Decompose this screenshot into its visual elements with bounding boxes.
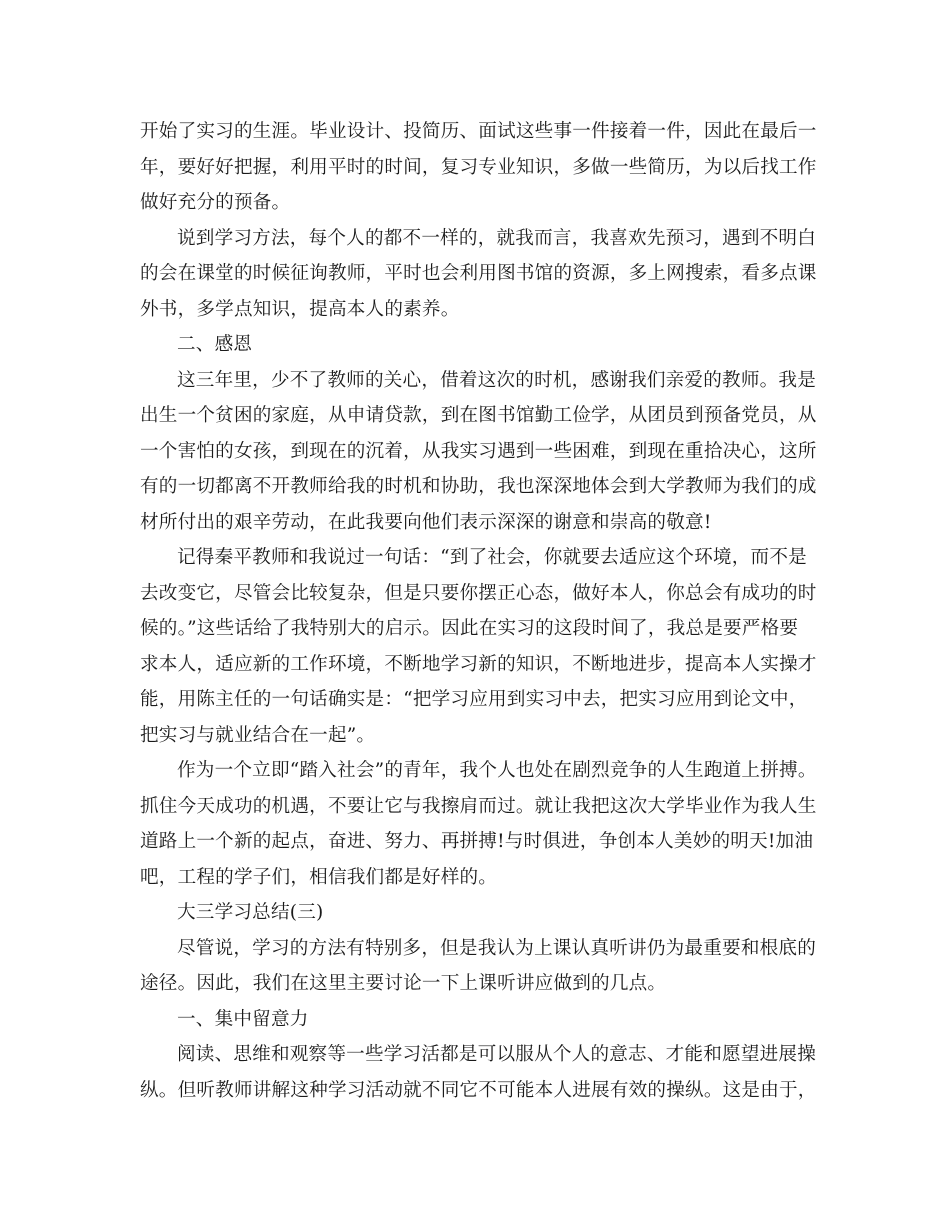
text-line: 纵。但听教师讲解这种学习活动就不同它不可能本人进展有效的操纵。这是由于，: [140, 1079, 817, 1101]
text-line: 抓住今天成功的机遇，不要让它与我擦肩而过。就让我把这次大学毕业作为我人生: [140, 795, 817, 817]
text-line: 一个害怕的女孩，到现在的沉着，从我实习遇到一些困难，到现在重拾决心，这所: [140, 440, 817, 462]
text-line: 做好充分的预备。: [140, 192, 291, 213]
text-line: 有的一切都离不开教师给我的时机和协助，我也深深地体会到大学教师为我们的成: [140, 476, 817, 497]
text-line: 候的。”这些话给了我特别大的启示。因此在实习的这段时间了，我总是要严格要: [140, 618, 799, 639]
text-line: 一、集中留意力: [177, 1008, 309, 1030]
text-line: 道路上一个新的起点，奋进、努力、再拼搏!与时俱进，争创本人美妙的明天!加油: [140, 831, 814, 852]
text-line: 作为一个立即“踏入社会”的青年，我个人也处在剧烈竞争的人生跑道上拼搏。: [177, 760, 817, 781]
document-body: [140, 114, 820, 1108]
text-line: 阅读、思维和观察等一些学习活都是可以服从个人的意志、才能和愿望进展操: [177, 1044, 816, 1065]
text-line: 吧，工程的学子们，相信我们都是好样的。: [140, 866, 498, 888]
text-line: 外书，多学点知识，提高本人的素养。: [140, 298, 460, 320]
text-line: 记得秦平教师和我说过一句话：“到了社会，你就要去适应这个环境，而不是: [177, 547, 807, 568]
text-line: 去改变它，尽管会比较复杂，但是只要你摆正心态，做好本人，你总会有成功的时: [140, 582, 817, 604]
text-line: 的会在课堂的时候征询教师，平时也会利用图书馆的资源，多上网搜索，看多点课: [140, 263, 817, 284]
text-line: 出生一个贫困的家庭，从申请贷款，到在图书馆勤工俭学，从团员到预备党员，从: [140, 405, 817, 426]
text-line: 二、感恩: [177, 334, 253, 355]
text-line: 这三年里，少不了教师的关心，借着这次的时机，感谢我们亲爱的教师。我是: [177, 369, 816, 391]
text-line: 求本人，适应新的工作环境，不断地学习新的知识，不断地进步，提高本人实操才: [140, 653, 817, 675]
text-line: 途径。因此，我们在这里主要讨论一下上课听讲应做到的几点。: [140, 973, 667, 994]
text-line: 把实习与就业结合在一起”。: [140, 724, 376, 746]
text-line: 材所付出的艰辛劳动，在此我要向他们表示深深的谢意和崇高的敬意!: [140, 511, 712, 533]
text-line: 年，要好好把握，利用平时的时间，复习专业知识，多做一些简历，为以后找工作: [140, 156, 817, 178]
text-line: 大三学习总结(三): [177, 902, 324, 923]
text-line: 说到学习方法，每个人的都不一样的，就我而言，我喜欢先预习，遇到不明白: [177, 227, 816, 249]
text-line: 尽管说，学习的方法有特别多，但是我认为上课认真听讲仍为最重要和根底的: [177, 937, 816, 959]
text-line: 开始了实习的生涯。毕业设计、投简历、面试这些事一件接着一件，因此在最后一: [140, 121, 817, 142]
text-line: 能，用陈主任的一句话确实是：“把学习应用到实习中去，把实习应用到论文中，: [140, 689, 808, 710]
